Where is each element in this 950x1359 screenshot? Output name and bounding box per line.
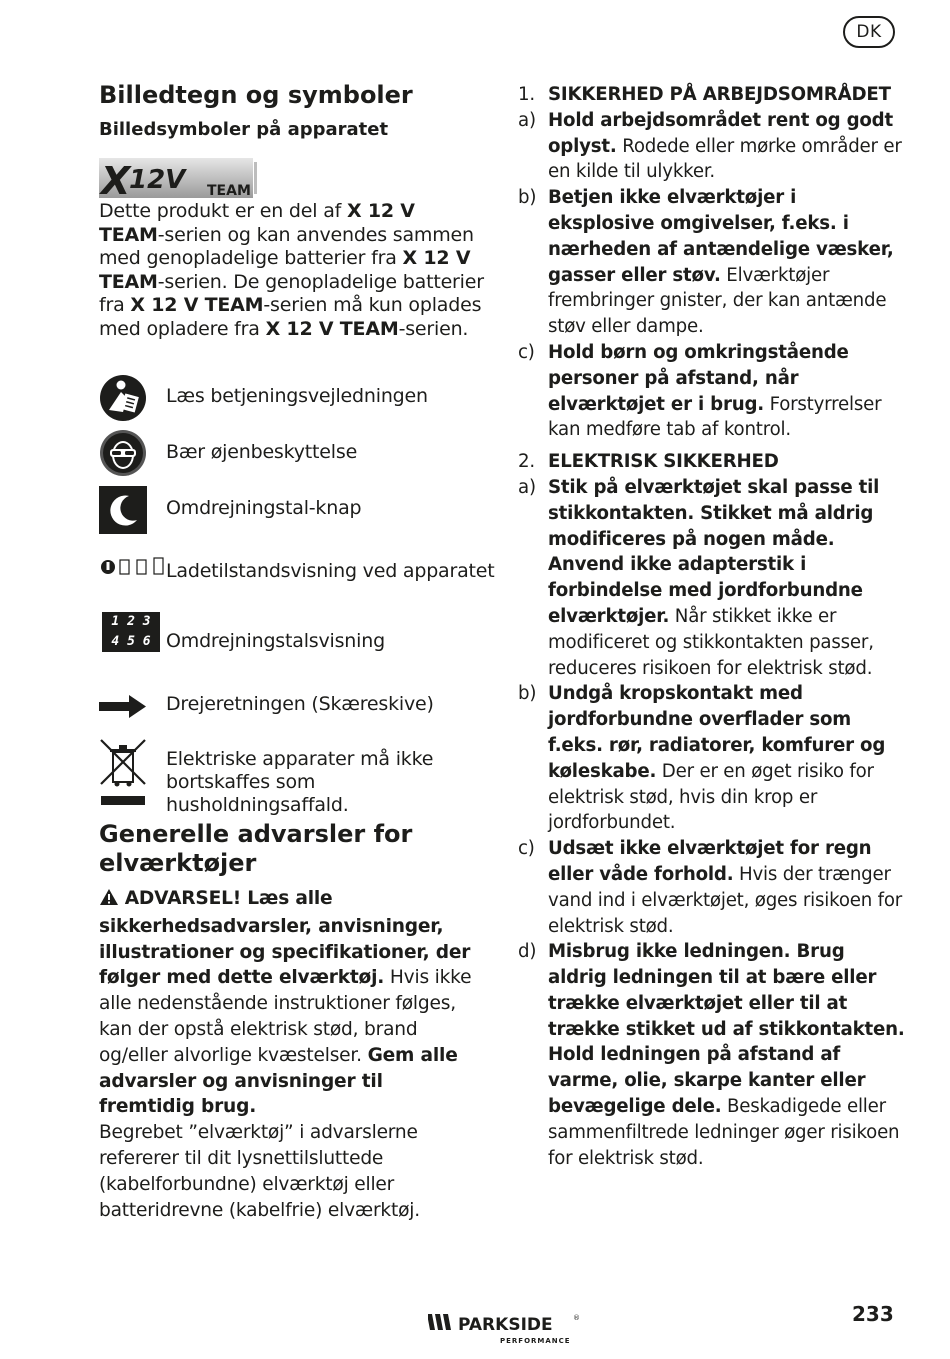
item-text	[548, 340, 908, 443]
svg-text:X: X	[101, 159, 131, 198]
arrow-right-icon	[99, 694, 147, 722]
item-marker: c)	[518, 341, 535, 363]
item-marker: a)	[518, 109, 536, 131]
symbol-row-display	[99, 612, 499, 656]
item-body: Beskadigede eller sammenfiltrede ledninger øger risikoen for elektrisk stød.	[548, 1096, 900, 1169]
section-title-general-warnings: Generelle advarsler for elværktøjer	[99, 820, 413, 877]
speed-knob-icon	[99, 486, 147, 538]
item-lead: Udsæt ikke elværktøjet for regn eller våde forhold.	[548, 838, 872, 885]
crossed-bin-icon	[99, 738, 147, 812]
right-column	[518, 82, 908, 1171]
warning-text: Hvis ikke alle nedenstående instruktioner følges, kan der opstå elektrisk stød, brand og/eller alvorlige kvæstelser.	[99, 967, 472, 1066]
symbol-row-manual	[99, 374, 499, 422]
warning-triangle-icon	[99, 888, 119, 914]
electrical-item	[518, 681, 908, 836]
electrical-item	[518, 475, 908, 681]
read-manual-icon	[99, 374, 147, 426]
electrical-items	[518, 475, 908, 1172]
symbol-row-weee	[99, 738, 499, 816]
item-body: Når stikket ikke er modificeret og stikkontakten passer, reduceres risikoen for elektrisk stød.	[548, 605, 874, 679]
work-area-item	[518, 185, 908, 340]
item-lead: Misbrug ikke ledningen. Brug aldrig ledningen til at bære eller trække elværktøjet eller til at trække stikket ud af stikkontakten. Hold ledningen på afstand af varme, olie, skarpe kanter eller bevægelige dele.	[548, 941, 905, 1118]
country-code-badge: DK	[843, 16, 895, 48]
item-body: Elværktøjer frembringer gnister, der kan antænde støv eller dampe.	[548, 264, 887, 338]
work-area-item	[518, 108, 908, 185]
item-marker: b)	[518, 683, 537, 705]
symbol-label-eye: Bær øjenbeskyttelse	[166, 441, 358, 463]
left-column	[99, 80, 489, 142]
electrical-item	[518, 939, 908, 1171]
section-number: 1.	[518, 84, 535, 105]
item-marker: b)	[518, 187, 537, 209]
display-digits-top: 1 2 3	[111, 614, 151, 629]
svg-text:12V: 12V	[129, 165, 186, 195]
section-title: SIKKERHED PÅ ARBEJDSOMRÅDET	[548, 84, 891, 105]
item-body: Rodede eller mørke områder er en kilde til ulykker.	[548, 135, 902, 183]
item-text	[548, 681, 908, 836]
symbol-row-speed-knob	[99, 486, 499, 534]
svg-text:PARKSIDE: PARKSIDE	[458, 1315, 553, 1335]
parkside-logo	[428, 1310, 588, 1346]
item-marker: a)	[518, 476, 536, 498]
warning-keep-instructions: Gem alle advarsler og anvisninger til fremtidig brug.	[99, 1044, 458, 1118]
work-area-items	[518, 108, 908, 443]
section-title-symbols: Billedtegn og symboler	[99, 81, 413, 109]
item-text	[548, 939, 908, 1171]
svg-text:TEAM: TEAM	[207, 183, 251, 198]
symbol-label-manual: Læs betjeningsvejledningen	[166, 385, 428, 407]
x12v-team-logo	[99, 158, 257, 198]
svg-text:®: ®	[573, 1314, 580, 1322]
item-lead: Betjen ikke elværktøjer i eksplosive omgivelser, f.eks. i nærheden af antændelige væsker, gasser eller støv.	[548, 187, 894, 286]
electrical-item	[518, 836, 908, 939]
section-heading-work-area	[518, 82, 908, 108]
section-number: 2.	[518, 451, 535, 473]
symbol-label-weee: Elektriske apparater må ikke bortskaffes som husholdningsaffald.	[166, 748, 434, 816]
symbol-label-speed-knob: Omdrejningstal-knap	[166, 497, 362, 519]
item-text	[548, 475, 908, 681]
symbol-label-direction: Drejeretningen (Skæreskive)	[166, 693, 434, 715]
item-marker: d)	[518, 941, 537, 963]
speed-display-icon	[102, 612, 160, 652]
term-definition-paragraph: Begrebet ”elværktøj” i advarslerne refererer til dit lysnettilsluttede (kabelforbundne) elværktøj eller batteridrevne (kabelfrie) elværktøj.	[99, 1122, 420, 1221]
item-marker: c)	[518, 838, 535, 860]
page-number: 233	[852, 1302, 894, 1326]
section-title: ELEKTRISK SIKKERHED	[548, 451, 779, 473]
symbol-label-charge: Ladetilstandsvisning ved apparatet	[166, 560, 495, 582]
series-intro-paragraph: Dette produkt er en del af X 12 V TEAM-serien og kan anvendes sammen med genopladelige batterier fra X 12 V TEAM-serien. De genopladelige batterier fra X 12 V TEAM-serien må kun oplades med opladere fra X 12 V TEAM-serien.	[99, 200, 484, 340]
item-text	[548, 836, 908, 939]
item-lead: Hold børn og omkringstående personer på afstand, når elværktøjet er i brug.	[548, 341, 849, 415]
general-warnings-section	[99, 820, 479, 1223]
charge-indicator-icon	[99, 556, 165, 582]
symbol-row-direction	[99, 690, 499, 720]
warning-paragraph	[99, 886, 479, 1120]
item-body: Forstyrrelser kan medføre tab af kontrol.	[548, 393, 882, 441]
item-text	[548, 185, 908, 340]
display-digits-bottom: 4 5 6	[111, 634, 151, 649]
symbol-row-charge	[99, 552, 499, 586]
item-body: Hvis der trænger vand ind i elværktøjet, øges risikoen for elektrisk stød.	[548, 863, 903, 937]
section-heading-electrical	[518, 449, 908, 475]
item-lead: Stik på elværktøjet skal passe til stikkontakten. Stikket må aldrig modificeres på nogen måde. Anvend ikke adapterstik i forbindelse med jordforbundne elværktøjer.	[548, 476, 880, 627]
warning-bold-lead: ADVARSEL! Læs alle sikkerhedsadvarsler, anvisninger, illustrationer og specifikationer, der følger med dette elværktøj.	[99, 888, 471, 989]
item-body: Der er en øget risiko for elektrisk stød, hvis din krop er jordforbundet.	[548, 760, 874, 834]
symbol-label-display: Omdrejningstalsvisning	[166, 630, 385, 652]
subtitle-device-symbols: Billedsymboler på apparatet	[99, 119, 389, 140]
symbol-row-eye	[99, 429, 499, 477]
item-lead: Hold arbejdsområdet rent og godt oplyst.	[548, 109, 893, 157]
svg-text:PERFORMANCE: PERFORMANCE	[500, 1337, 571, 1345]
eye-protection-icon	[99, 429, 147, 481]
work-area-item	[518, 340, 908, 443]
item-lead: Undgå kropskontakt med jordforbundne overflader som f.eks. rør, radiatorer, komfurer og køleskabe.	[548, 683, 886, 782]
item-text	[548, 108, 908, 185]
